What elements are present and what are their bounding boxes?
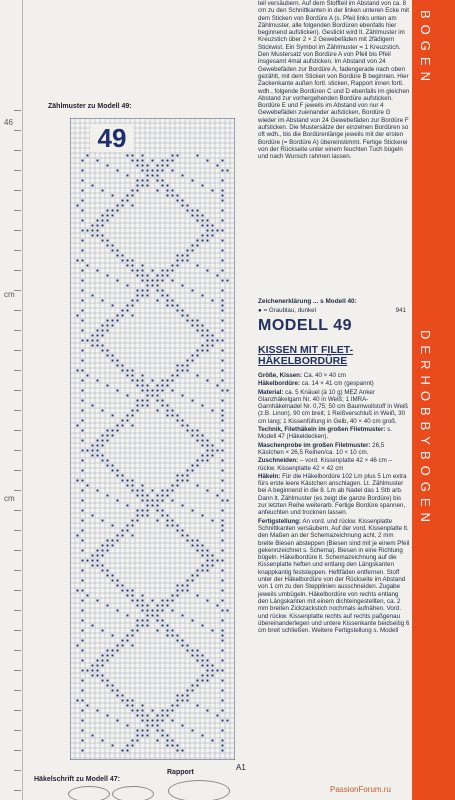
left-ruler [0,0,23,800]
ruler-tick [14,770,21,771]
body-paragraph [258,380,410,387]
rapport-diagram [168,780,230,800]
ruler-tick [14,690,21,691]
legend-label: = Graublau, dunkel [263,307,316,314]
body-paragraph [258,473,410,517]
ruler-tick [14,390,21,391]
ruler-tick [14,550,21,551]
chart-grid [70,118,235,760]
ruler-tick [14,230,21,231]
ruler-tick [14,490,21,491]
ruler-tick [14,430,21,431]
band-label-main: DERHOBBYBOGEN [418,330,433,528]
ruler-tick [14,110,21,111]
ruler-tick [14,370,21,371]
stitch-diagram [112,786,154,800]
body-text-run: 26,5 Kästchen × 26,5 Reihen/ca. 10 × 10 cm. [258,441,385,456]
legend-row [258,307,410,314]
ruler-tick [14,750,21,751]
ruler-tick [14,790,21,791]
ruler-tick [14,210,21,211]
ruler-tick [14,250,21,251]
body-text-run: s. Modell 47 (Häkeldecken). [258,426,392,441]
body-heading: Zuschneiden: [258,457,299,465]
ruler-tick [14,730,21,731]
ruler-tick [14,150,21,151]
body-heading: Häkelbordüre: [258,380,300,388]
body-paragraph [258,389,410,425]
ruler-mark: 46 [4,118,13,127]
crochet-chart [70,118,235,760]
legend-symbol: ● [258,307,262,314]
body-text-run: ca. 5 Knäuel (à 10 g) MEZ Anker Glanzhäkelgarn Nr. 40 in Weiß; 1 IMRA-Garnhäkelnadel Nr. 0,75; 50 cm Baumwollstoff in Weiß (z.B. Linon), 90 cm breit; 1 Reißverschluß in Weiß, 30 cm lang; 1 Kissenfüllung in Gelb, 40 × 40 cm groß. [258,388,409,425]
body-heading: Häkeln: [258,472,281,480]
ruler-tick [14,530,21,531]
sub-title: KISSEN MIT FILET-HÄKELBORDÜRE [258,344,354,367]
legend-title: Zeichenerklärung ... s Modell 40: [258,298,357,305]
ruler-tick [14,330,21,331]
instructions-text: teil versäubern. Auf dem Stoffteil im Abstand von ca. 8 cm zu den Schnittkanten in der linken unteren Ecke mit dem Sticken von Bordüre A (s. Pfeil links unten am Zählmuster, alle folgenden Bordüren ebenfalls hier beginnend aufsticken). Gestickt wird lt. Zählmuster im Kreuzstich über 2 × 2 Gewebefäden mit 2fädigem Stickwist. Ein Symbol im Zählmuster = 1 Kreuzstich. Den Mustersatz von Bordüre A von Pfeil bis Pfeil insgesamt 4mal aufsticken. Im Abstand von 24 Gewebefäden zur Bordüre A, fadengerade nach oben gezählt, mit dem Sticken von Bordüre B beginnen. Hier Zackenkante außen fortl. sticken, Rapport innen fortl. wdh., folgende Bordüren C und D ebenfalls im gleichen Abstand zur vorhergehenden Bordüre aufsticken. Bordüre E und F jeweils im Abstand von nur 4 Gewebefäden zueinander aufsticken, Bordüre G wieder im Abstand von 24 Gewebefäden zur Bordüre F aufsticken. Die Mustersätze der einzelnen Bordüren so oft wdh., bis die Bordürenlänge jeweils mit der ersten Bordüre (= Bordüre A) übereinstimmt. Fertige Stickerei von der Rückseite unter einem feuchten Tuch bügeln und nach Wunsch rahmen lassen. [258,0,410,161]
body-heading: Fertigstellung: [258,517,301,525]
ruler-mark: cm [4,290,15,299]
ruler-tick [14,130,21,131]
ruler-tick [14,650,21,651]
body-paragraph [258,442,410,457]
legend-code: 941 [395,307,406,314]
model-number: 49 [90,124,134,152]
body-text-run: – vord. Kissenplatte 42 × 46 cm – rückw. Kissenplatte 42 × 42 cm [258,457,392,472]
ruler-tick [14,310,21,311]
chart-title: Zählmuster zu Modell 49: [48,103,132,110]
stitch-diagram [68,786,110,800]
ruler-tick [14,290,21,291]
rapport-caption: Rapport [167,769,194,776]
body-text-run: An vord. und rückw. Kissenplatte Schnittkanten versäubern. Auf der vord. Kissenplatte lt. den Maßen an der Schemazeichnung acht, 2 mm breite Biesen abstеppen (Biesen sind mit je einem Pfeil gekennzeichnet s. Schema). Biesen in eine Richtung bügeln. Häkelbordüre lt. Schemazeichnung auf die Kissenplatte heften und entlang den Längskanten knappkantig feststeppen. Heftfäden entfernen. Stoff unter der Häkelbordüre von der Rückseite im Abstand von 1 cm zu den Stepplinien ausschneiden. Zugabe jeweils umbügeln. Häkelbordüre von rechts entlang den Längskanten mit einem dichteingestellten, ca. 2 mm breiten Zickzackstich nochmals aufnähen. Vord. und rückw. Kissenplatte rechts auf rechts paßgenau übereinanderlegen und untere Kissenkante beidseitig 6 cm breit schließen. Weitere Fertigstellung s. Modell [258,517,410,635]
bottom-caption: Häkelschrift zu Modell 47: [34,776,120,783]
ruler-tick [14,670,21,671]
body-heading: Maschenprobe im großen Filetmuster: [258,441,371,449]
ruler-tick [14,470,21,471]
body-paragraph [258,372,410,379]
ruler-tick [14,350,21,351]
band-label-top: BOGEN [418,10,433,87]
body-text-run: ca. 14 × 41 cm (gespannt) [299,380,374,388]
body-paragraph [258,457,410,472]
body-text-run: Ca. 40 × 40 cm [302,372,346,379]
ruler-tick [14,450,21,451]
ruler-tick [14,510,21,511]
ruler-tick [14,270,21,271]
ruler-tick [14,710,21,711]
body-heading: Größe, Kissen: [258,372,303,379]
ruler-tick [14,570,21,571]
model-title: MODELL 49 [258,317,352,334]
ruler-tick [14,610,21,611]
body-paragraph [258,518,410,635]
ruler-mark: cm [4,494,15,503]
ruler-tick [14,590,21,591]
ruler-tick [14,170,21,171]
chart-marker: A1 [236,763,246,772]
ruler-tick [14,410,21,411]
ruler-tick [14,190,21,191]
watermark: PassionForum.ru [330,785,391,794]
body-heading: Material: [258,388,284,396]
ruler-tick [14,630,21,631]
body-text [258,372,410,635]
body-text-run: Für die Häkelbordüre 102 Lm plus 5 Lm extra fürs erste leere Kästchen anschlagen. Lt. Zählmuster bei A beginnend in die 8. Lm ab Nadel das 1 Stb arb. Dann lt. Zählmuster (es zeigt die ganze Bordüre) bis zur letzten Reihe weiterarb. Fertige Bordüre spannen, anfeuchten und trocknen lassen. [258,472,407,517]
body-paragraph [258,426,410,441]
body-heading: Technik, Filethäkeln im großen Filetmuster: [258,426,386,434]
